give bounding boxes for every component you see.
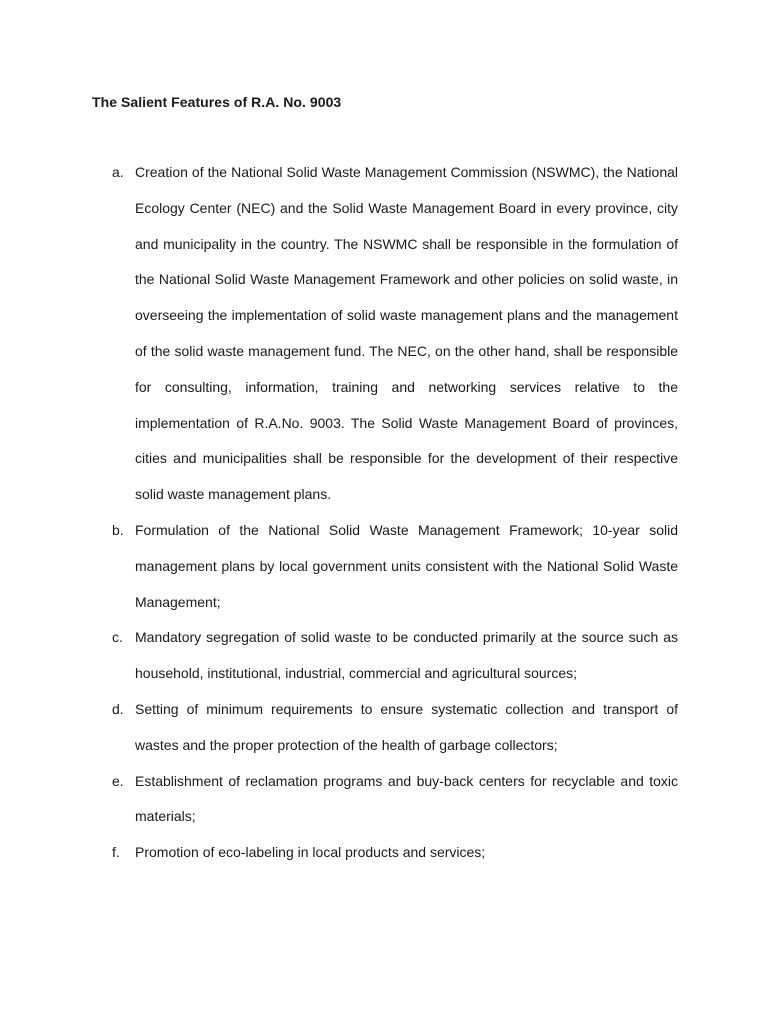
list-marker: d.: [112, 700, 124, 717]
features-list: [92, 155, 678, 871]
list-item-b: [92, 513, 678, 620]
list-item-d: [92, 692, 678, 764]
list-item-text: Setting of minimum requirements to ensure systematic collection and transport of wastes and the proper protection of the health of garbage collectors;: [135, 700, 678, 753]
list-item-text: Creation of the National Solid Waste Management Commission (NSWMC), the National Ecology Center (NEC) and the Solid Waste Management Board in every province, city and municipality in the country. The NSWMC shall be responsible in the formulation of the National Solid Waste Management Framework and other policies on solid waste, in overseeing the implementation of solid waste management plans and the management of the solid waste management fund. The NEC, on the other hand, shall be responsible for consulting, information, training and networking services relative to the implementation of R.A.No. 9003. The Solid Waste Management Board of provinces, cities and municipalities shall be responsible for the development of their respective solid waste management plans.: [135, 164, 678, 503]
list-item-text: Establishment of reclamation programs and buy-back centers for recyclable and toxic materials;: [135, 772, 678, 825]
list-item-text: Formulation of the National Solid Waste Management Framework; 10-year solid management plans by local government units consistent with the National Solid Waste Management;: [135, 521, 678, 610]
list-item-f: [92, 835, 678, 871]
list-item-c: [92, 620, 678, 692]
list-item-a: [92, 155, 678, 513]
document-title: The Salient Features of R.A. No. 9003: [92, 94, 342, 110]
list-marker: f.: [112, 844, 120, 861]
list-marker: a.: [112, 164, 124, 180]
list-marker: c.: [112, 629, 123, 646]
list-item-text: Promotion of eco-labeling in local products and services;: [135, 844, 486, 861]
list-marker: e.: [112, 772, 124, 789]
list-marker: b.: [112, 521, 124, 538]
list-item-e: [92, 764, 678, 836]
list-item-text: Mandatory segregation of solid waste to be conducted primarily at the source such as household, institutional, industrial, commercial and agricultural sources;: [135, 629, 678, 682]
